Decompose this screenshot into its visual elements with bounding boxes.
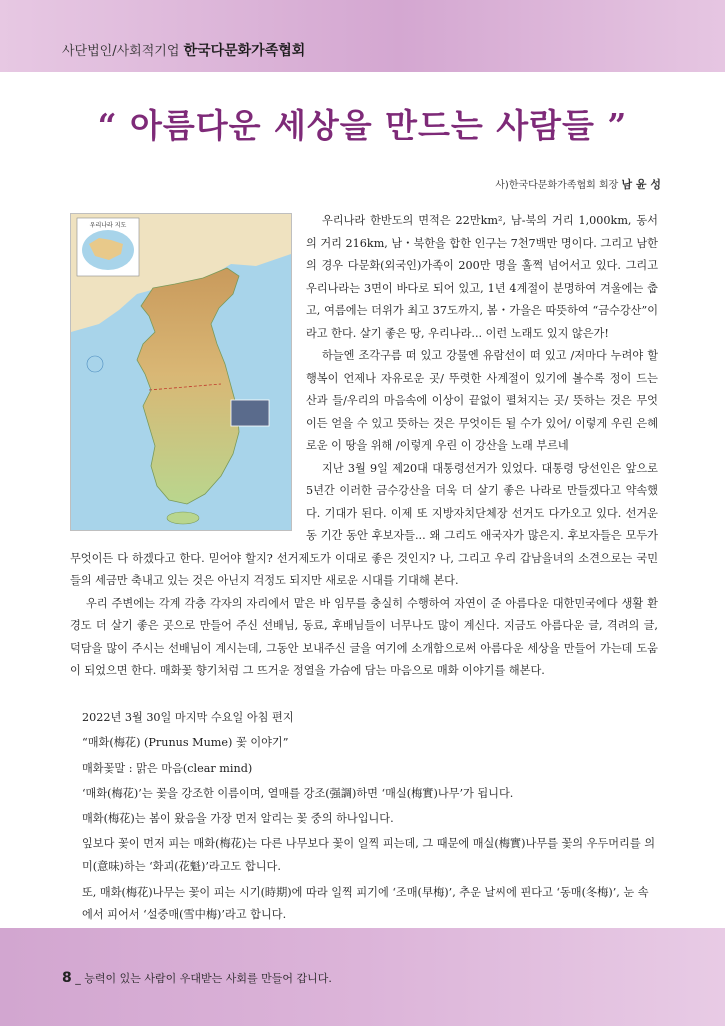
footer-separator: _ bbox=[71, 972, 85, 985]
footer-slogan-line bbox=[62, 970, 332, 986]
page-title: “ 아름다운 세상을 만드는 사람들 ” bbox=[97, 106, 628, 145]
letter-line-7: 또, 매화(梅花)나무는 꽃이 피는 시기(時期)에 따라 일찍 피기에 ‘조매(早梅)’, 추운 날씨에 핀다고 ‘동매(冬梅)’, 눈 속에서 피어서 ‘설중매(雪中梅)’라고 합니다. bbox=[82, 885, 649, 922]
header-org-line bbox=[62, 40, 305, 60]
morning-letter bbox=[70, 707, 658, 930]
inset-photo bbox=[231, 400, 269, 426]
article-paragraph-4: 우리 주변에는 각계 각층 각자의 자리에서 맡은 바 임무를 충실히 수행하여 자연이 준 아름다운 대한민국에다 생활 환경도 더 살기 좋은 곳으로 만들어 주신 선배님, 동료, 후배님들이 너무나도 많이 계신다. 지금도 아름다운 글, 격려의 글, 덕담을 많이 주시는 선배님이 계시는데, 그동안 보내주신 글을 여기에 소개함으로써 아름다운 세상을 만들어 가는데 도움이 되었으면 한다. 매화꽃 향기처럼 그 뜨거운 정열을 가슴에 담는 마음으로 매화 이야기를 해본다. bbox=[70, 596, 658, 677]
header-prefix: 사단법인/사회적기업 bbox=[62, 44, 184, 59]
letter-line-5: 매화(梅花)는 봄이 왔음을 가장 먼저 알리는 꽃 중의 하나입니다. bbox=[82, 812, 394, 826]
letter-flower-language: 매화꽃말 : 맑은 마음(clear mind) bbox=[82, 761, 253, 775]
header-band bbox=[0, 0, 725, 72]
article-paragraph-1: 우리나라 한반도의 면적은 22만km², 남-북의 거리 1,000km, 동서의 거리 216km, 남・북한을 합한 인구는 7천7백만 명이다. 그리고 남한의 경우 다문화(외국인)가족이 200만 명을 훌쩍 넘어서고 있다. 그리고 우리나라는 3면이 바다로 되어 있고, 1년 4계절이 분명하여 겨울에는 춥고, 여름에는 더위가 최고 37도까지, 봄・가을은 따뜻하여 “금수강산”이라고 한다. 살기 좋은 땅, 우리나라... 이런 노래도 있지 않은가! bbox=[306, 214, 658, 340]
korea-map-illustration bbox=[71, 214, 291, 530]
footer-slogan: 능력이 있는 사람이 우대받는 사회를 만들어 갑니다. bbox=[84, 972, 332, 985]
letter-line-4: ‘매화(梅花)’는 꽃을 강조한 이름이며, 열매를 강조(强調)하면 ‘매실(梅實)나무’가 됩니다. bbox=[82, 786, 514, 800]
author-byline bbox=[495, 176, 661, 192]
article-paragraph-3: 지난 3월 9일 제20대 대통령선거가 있었다. 대통령 당선인은 앞으로 5년간 이러한 금수강산을 더욱 더 살기 좋은 나라로 만들겠다고 약속했다. 기대가 된다. 이제 또 지방자치단체장 선거도 다가오고 있다. 선거운동 기간 동안 후보자들... 왜 그리도 애국자가 많은지. 후보자들은 모두가 무엇이든 다 하겠다고 한다. 믿어야 할지? 선거제도가 이대로 좋은 것인지? 나, 그리고 우리 갑남을녀의 소견으로는 국민들의 세금만 축내고 있는 것은 아닌지 걱정도 되지만 새로운 시대를 기대해 본다. bbox=[70, 461, 658, 587]
article-paragraph-2: 하늘엔 조각구름 떠 있고 강물엔 유람선이 떠 있고 /저마다 누려야 할 행복이 언제나 자유로운 곳/ 뚜렷한 사계절이 있기에 볼수록 정이 드는 산과 들/우리의 마음속에 이상이 끝없이 펼쳐지는 곳/ 뜻하는 것은 무엇이든 얻을 수 있고 뜻하는 것은 무엇이든 될 수가 있어/ 이렇게 우린 은혜로운 이 땅을 위해 /이렇게 우린 이 강산을 노래 부르네 bbox=[306, 349, 658, 452]
letter-title-line: “매화(梅花) (Prunus Mume) 꽃 이야기” bbox=[82, 736, 289, 750]
letter-date-line: 2022년 3월 30일 마지막 수요일 아침 편지 bbox=[82, 711, 294, 724]
byline-role: 사)한국다문화가족협회 회장 bbox=[495, 180, 622, 191]
footer-band bbox=[0, 928, 725, 1026]
map-title: 우리나라 지도 bbox=[89, 222, 127, 229]
byline-name: 남 윤 성 bbox=[621, 178, 661, 191]
letter-line-6: 잎보다 꽃이 먼저 피는 매화(梅花)는 다른 나무보다 꽃이 일찍 피는데, 그 때문에 매실(梅實)나무를 꽃의 우두머리를 의미(意味)하는 ‘화괴(花魁)’라고도 합니다. bbox=[82, 837, 656, 874]
header-org-name: 한국다문화가족협회 bbox=[183, 43, 306, 59]
page-number: 8 bbox=[62, 970, 72, 986]
korean-peninsula bbox=[137, 268, 239, 504]
korea-map-image bbox=[70, 213, 292, 531]
jeju-island bbox=[167, 512, 199, 524]
